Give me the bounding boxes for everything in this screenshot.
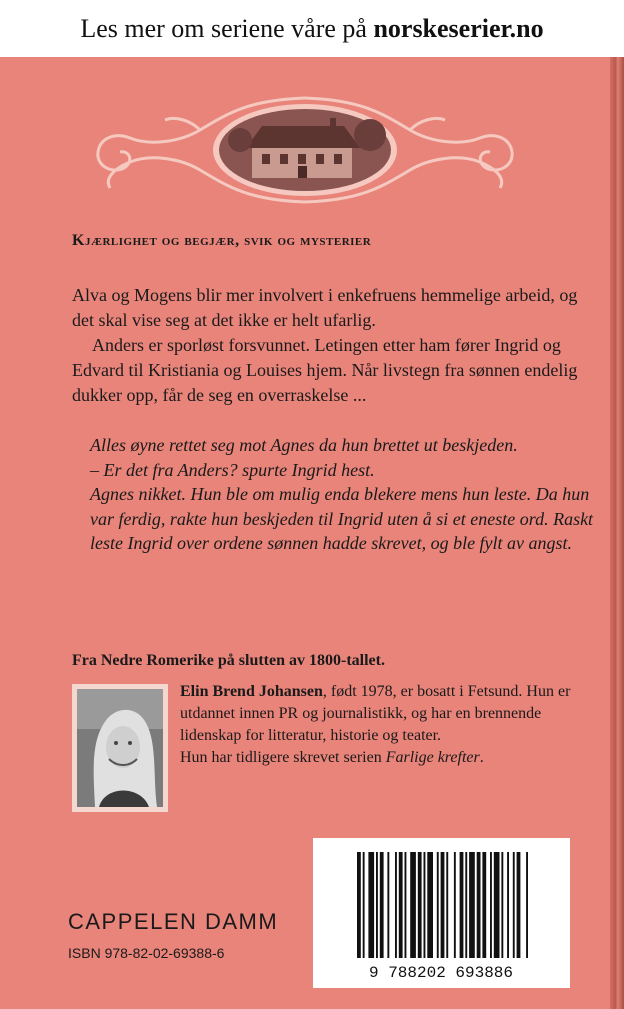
barcode-bar [501, 852, 503, 958]
barcode-graphic [313, 838, 570, 988]
barcode-bar [427, 852, 433, 958]
barcode-bar [494, 852, 500, 958]
bio-text [180, 681, 590, 747]
previous-series: Farlige krefter [385, 749, 480, 766]
barcode-number: 9 788202 693886 [368, 964, 514, 982]
barcode-bar [477, 852, 481, 958]
barcode-bar [454, 852, 456, 958]
bio-previous [180, 747, 590, 769]
isbn: ISBN 978-82-02-69388-6 [68, 945, 225, 961]
blurb-paragraph: Anders er sporløst forsvunnet. Letingen etter ham fører Ingrid og Edvard til Kristiania og Louises hjem. Når livstegn fra sønnen endelig dukker opp, får de seg en overraskelse ... [72, 335, 578, 405]
house-ornament [80, 90, 530, 210]
barcode-bar [363, 852, 365, 958]
back-cover [0, 57, 610, 1009]
barcode [313, 838, 570, 988]
barcode-bar [441, 852, 445, 958]
excerpt [90, 433, 595, 556]
bio-previous-suffix: . [479, 749, 484, 766]
barcode-bar [513, 852, 515, 958]
barcode-bar [465, 852, 467, 958]
barcode-bar [446, 852, 448, 958]
barcode-bar [405, 852, 407, 958]
barcode-bar [507, 852, 509, 958]
author-bio [180, 681, 590, 769]
banner-site[interactable]: norskeserier.no [373, 14, 544, 43]
barcode-bar [380, 852, 384, 958]
barcode-bar [482, 852, 486, 958]
barcode-bar [490, 852, 492, 958]
barcode-bar [424, 852, 426, 958]
barcode-bar [357, 852, 361, 958]
author-photo [72, 684, 168, 812]
blurb [72, 283, 592, 408]
banner-text: Les mer om seriene våre på [80, 14, 374, 43]
tagline: Fra Nedre Romerike på slutten av 1800-tallet. [72, 652, 385, 669]
barcode-bar [437, 852, 439, 958]
author-name: Elin Brend Johansen [180, 683, 323, 700]
publisher-logo: CAPPELEN DAMM [68, 909, 279, 934]
author-portrait [77, 689, 163, 807]
excerpt-line: – Er det fra Anders? spurte Ingrid hest. [90, 459, 375, 480]
barcode-bar [460, 852, 464, 958]
subtitle: Kjærlighet og begjær, svik og mysterier [72, 232, 372, 249]
bio-body: , født 1978, er bosatt i Fetsund. Hun er utdannet innen PR og journalistikk, og har en brennende lidenskap for litteratur, historie og teater. [180, 683, 571, 744]
excerpt-line: Agnes nikket. Hun ble om mulig enda blekere mens hun leste. Da hun var ferdig, rakte hun beskjeden til Ingrid uten å si et eneste ord. Raskt leste Ingrid over ordene sønnen hadde skrevet, og ble fylt av angst. [90, 484, 594, 553]
excerpt-line: Alles øyne rettet seg mot Agnes da hun brettet ut beskjeden. [90, 435, 518, 455]
barcode-bar [368, 852, 374, 958]
barcode-bar [410, 852, 416, 958]
barcode-bar [399, 852, 403, 958]
barcode-bar [517, 852, 521, 958]
spine-edge [610, 57, 624, 1009]
barcode-bar [376, 852, 378, 958]
bio-previous-prefix: Hun har tidligere skrevet serien [180, 749, 386, 766]
series-banner [0, 0, 624, 57]
barcode-bar [418, 852, 422, 958]
barcode-bar [469, 852, 475, 958]
blurb-paragraph: Alva og Mogens blir mer involvert i enkefruens hemmelige arbeid, og det skal vise seg at det ikke er helt ufarlig. [72, 285, 578, 330]
barcode-bar [395, 852, 397, 958]
barcode-bar [526, 852, 528, 958]
barcode-bar [387, 852, 389, 958]
